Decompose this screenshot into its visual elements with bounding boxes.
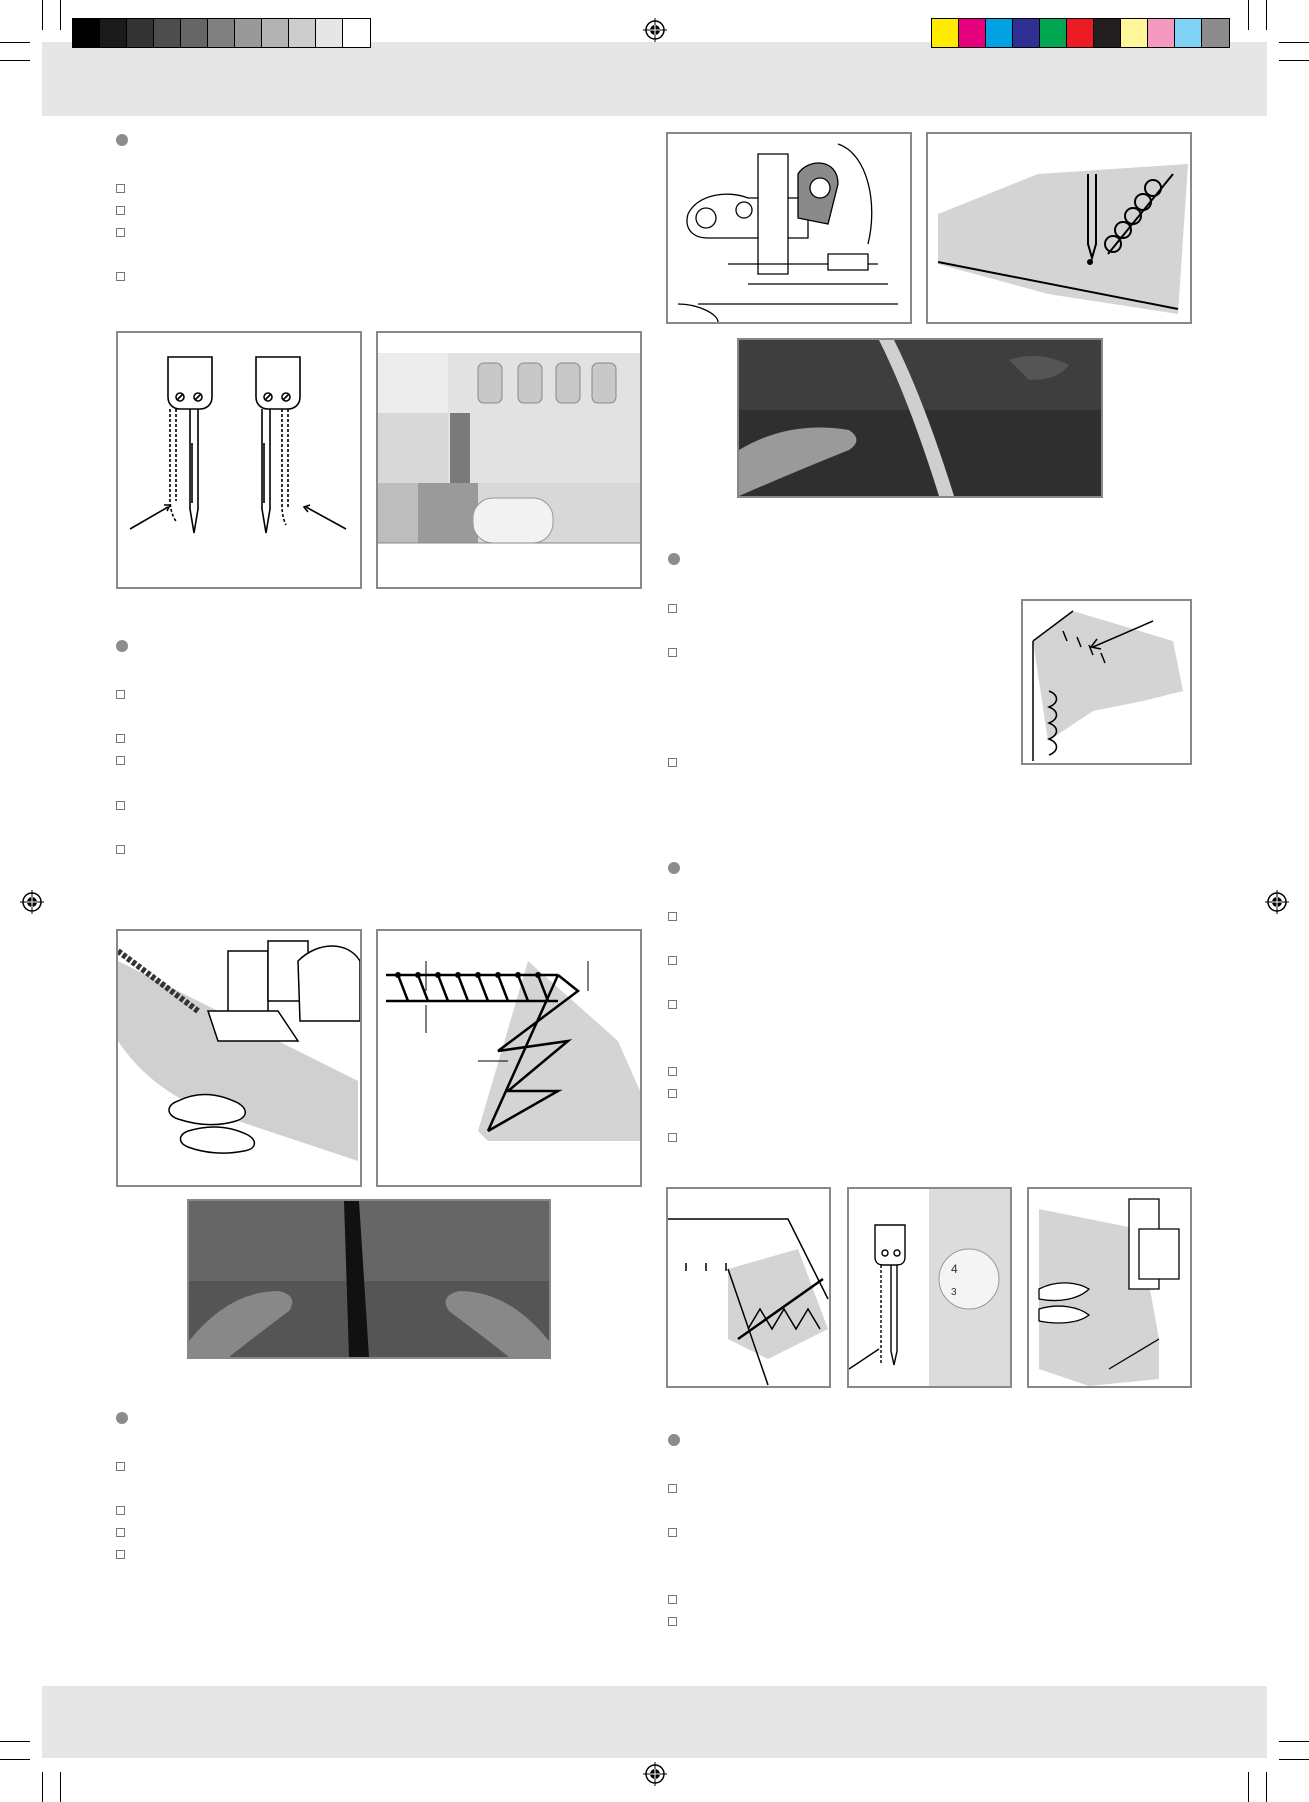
needle-position-diagram — [116, 331, 362, 589]
list-checkbox — [668, 1617, 677, 1626]
color-swatch — [1175, 19, 1202, 47]
list-checkbox — [668, 1133, 677, 1142]
color-swatch — [208, 19, 235, 47]
color-swatch — [262, 19, 289, 47]
list-checkbox — [668, 1595, 677, 1604]
list-checkbox — [116, 690, 125, 699]
grayscale-calibration-strip — [72, 18, 371, 48]
blind-hem-fold-diagram — [666, 1187, 831, 1388]
cord-fabric-photo — [187, 1199, 551, 1359]
rolled-hem-photo — [737, 338, 1103, 498]
registration-target-icon — [643, 18, 667, 42]
needle-dial-diagram — [847, 1187, 1012, 1388]
color-swatch — [289, 19, 316, 47]
page-header-band — [42, 42, 1267, 116]
list-checkbox — [668, 956, 677, 965]
color-swatch — [932, 19, 959, 47]
color-swatch — [154, 19, 181, 47]
list-checkbox — [116, 1506, 125, 1515]
flatlock-stitch-diagram — [376, 929, 642, 1187]
registration-target-icon — [20, 890, 44, 914]
list-checkbox — [116, 1462, 125, 1471]
list-checkbox — [668, 1484, 677, 1493]
color-swatch — [986, 19, 1013, 47]
color-swatch — [316, 19, 343, 47]
color-swatch — [235, 19, 262, 47]
list-checkbox — [116, 1550, 125, 1559]
sewing-cord-illustration — [116, 929, 362, 1187]
color-swatch — [1013, 19, 1040, 47]
list-checkbox — [116, 206, 125, 215]
list-checkbox — [116, 756, 125, 765]
fold-marking-diagram — [1021, 599, 1192, 765]
color-swatch — [1202, 19, 1229, 47]
list-checkbox — [668, 758, 677, 767]
list-checkbox — [116, 1528, 125, 1537]
list-checkbox — [116, 272, 125, 281]
list-checkbox — [116, 184, 125, 193]
color-swatch — [1094, 19, 1121, 47]
color-swatch — [1040, 19, 1067, 47]
color-swatch — [1148, 19, 1175, 47]
registration-target-icon — [1265, 890, 1289, 914]
list-checkbox — [668, 648, 677, 657]
list-checkbox — [668, 1000, 677, 1009]
section-bullet — [116, 640, 128, 652]
color-swatch — [100, 19, 127, 47]
serger-machine-photo — [376, 331, 642, 589]
rolled-hem-diagram — [926, 132, 1192, 324]
section-bullet — [668, 862, 680, 874]
color-swatch — [127, 19, 154, 47]
list-checkbox — [668, 1528, 677, 1537]
blind-hem-sewing-diagram — [1027, 1187, 1192, 1388]
section-bullet — [116, 134, 128, 146]
registration-target-icon — [643, 1762, 667, 1786]
page-footer-band — [42, 1686, 1267, 1758]
section-bullet — [116, 1412, 128, 1424]
list-checkbox — [668, 912, 677, 921]
list-checkbox — [116, 845, 125, 854]
list-checkbox — [668, 604, 677, 613]
list-checkbox — [116, 801, 125, 810]
color-swatch — [343, 19, 370, 47]
color-swatch — [1067, 19, 1094, 47]
color-swatch — [73, 19, 100, 47]
dial-number-4: 4 — [951, 1262, 958, 1276]
dial-number-3: 3 — [951, 1287, 957, 1298]
color-swatch — [1121, 19, 1148, 47]
list-checkbox — [668, 1067, 677, 1076]
list-checkbox — [116, 228, 125, 237]
presser-foot-lever-diagram — [666, 132, 912, 324]
list-checkbox — [668, 1089, 677, 1098]
section-bullet — [668, 553, 680, 565]
color-swatch — [959, 19, 986, 47]
color-swatch — [181, 19, 208, 47]
list-checkbox — [116, 734, 125, 743]
section-bullet — [668, 1434, 680, 1446]
color-calibration-strip — [931, 18, 1230, 48]
